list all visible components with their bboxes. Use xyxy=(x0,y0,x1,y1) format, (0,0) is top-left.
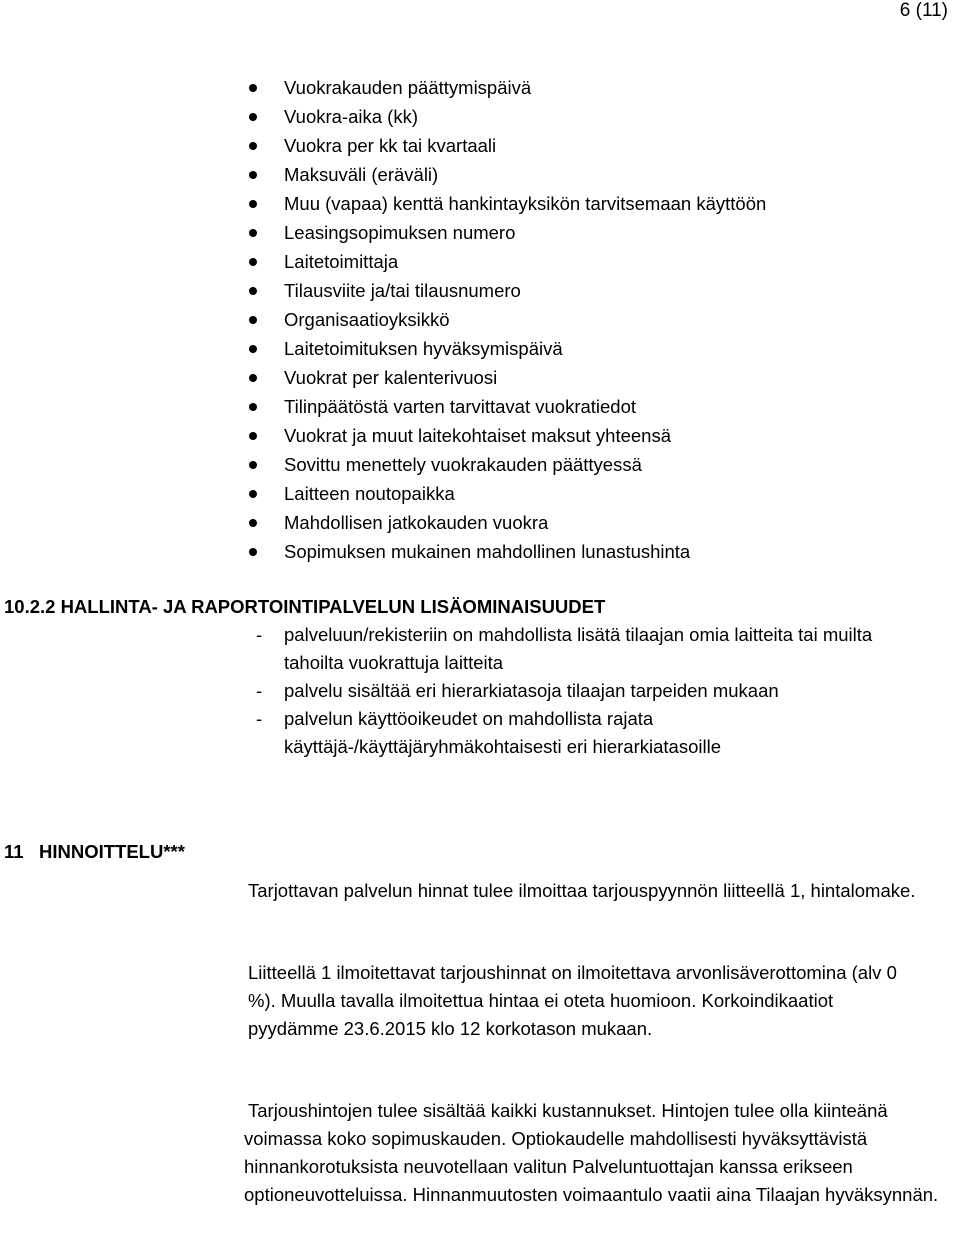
list-item: - palveluun/rekisteriin on mahdollista lisätä tilaajan omia laitteita tai muilta tahoilta vuokrattuja laitteita xyxy=(244,621,934,677)
section-heading-10-2-2: 10.2.2 HALLINTA- JA RAPORTOINTIPALVELUN LISÄOMINAISUUDET xyxy=(4,596,606,617)
list-item: Sopimuksen mukainen mahdollinen lunastushinta xyxy=(244,537,766,566)
list-item: Tilinpäätöstä varten tarvittavat vuokratiedot xyxy=(244,392,766,421)
list-item: Vuokra per kk tai kvartaali xyxy=(244,131,766,160)
list-item: Organisaatioyksikkö xyxy=(244,305,766,334)
list-item: - palvelu sisältää eri hierarkiatasoja tilaajan tarpeiden mukaan xyxy=(244,677,934,705)
list-item: Vuokra-aika (kk) xyxy=(244,102,766,131)
paragraph: Liitteellä 1 ilmoitettavat tarjoushinnat on ilmoitettava arvonlisäverottomina (alv 0 %). Muulla tavalla ilmoitettua hintaa ei oteta huomioon. Korkoindikaatiot pyydämme 23.6.2015 klo 12 korkotason mukaan. xyxy=(248,962,897,1039)
list-item: Mahdollisen jatkokauden vuokra xyxy=(244,508,766,537)
list-item: Muu (vapaa) kenttä hankintayksikön tarvitsemaan käyttöön xyxy=(244,189,766,218)
list-item: Laitetoimittaja xyxy=(244,247,766,276)
paragraph: Tarjoushintojen tulee sisältää kaikki kustannukset. Hintojen tulee olla kiinteänä voimassa koko sopimuskauden. Optiokaudelle mahdollisesti hyväksyttävistä hinnankorotuksista neuvotellaan valitun Palveluntuottajan kanssa erikseen optioneuvotteluissa. Hinnanmuutosten voimaantulo vaatii aina Tilaajan hyväksynnän. xyxy=(244,1100,939,1205)
list-item: Leasingsopimuksen numero xyxy=(244,218,766,247)
list-item: Laitetoimituksen hyväksymispäivä xyxy=(244,334,766,363)
page-number: 6 (11) xyxy=(899,0,948,21)
list-item: - palvelun käyttöoikeudet on mahdollista rajata käyttäjä-/käyttäjäryhmäkohtaisesti eri hierarkiatasoille xyxy=(244,705,934,761)
section-heading-11: 11 HINNOITTELU*** xyxy=(4,841,185,862)
list-item: Tilausviite ja/tai tilausnumero xyxy=(244,276,766,305)
list-item: Maksuväli (eräväli) xyxy=(244,160,766,189)
list-item: Vuokrat per kalenterivuosi xyxy=(244,363,766,392)
list-item: Laitteen noutopaikka xyxy=(244,479,766,508)
feature-dash-list xyxy=(244,621,934,761)
list-item: Sovittu menettely vuokrakauden päättyessä xyxy=(244,450,766,479)
list-item: Vuokrakauden päättymispäivä xyxy=(244,73,766,102)
field-bullet-list xyxy=(244,73,766,566)
list-item: Vuokrat ja muut laitekohtaiset maksut yhteensä xyxy=(244,421,766,450)
paragraph: Tarjottavan palvelun hinnat tulee ilmoittaa tarjouspyynnön liitteellä 1, hintalomake. xyxy=(248,880,916,901)
